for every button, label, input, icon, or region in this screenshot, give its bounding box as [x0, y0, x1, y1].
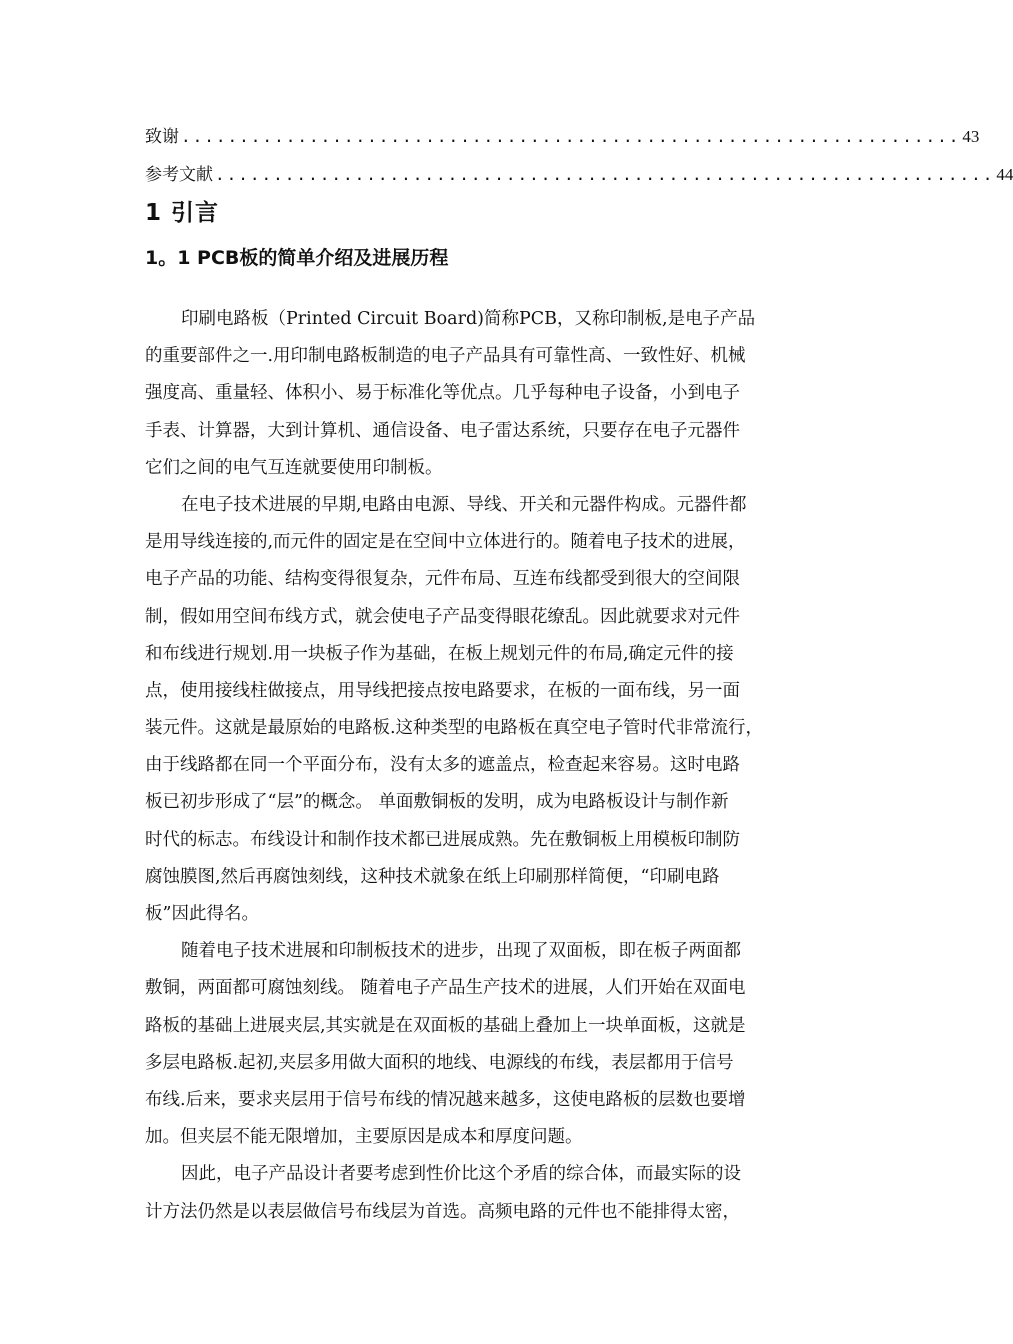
paragraph-2-line-10: 时代的标志。布线设计和制作技术都已进展成熟。先在敷铜板上用模板印制防: [145, 829, 740, 850]
paragraph-3-line-3: 路板的基础上进展夹层,其实就是在双面板的基础上叠加上一块单面板，这就是: [145, 1015, 746, 1036]
paragraph-2-line-9: 板已初步形成了“层”的概念。 单面敷铜板的发明，成为电路板设计与制作新: [145, 792, 729, 813]
paragraph-2-line-11: 腐蚀膜图,然后再腐蚀刻线，这种技术就象在纸上印刷那样简便，“印刷电路: [145, 866, 720, 887]
toc-page-number: 43: [962, 127, 980, 146]
toc-entry-references[interactable]: [145, 164, 1013, 202]
paragraph-3-line-5: 布线.后来，要求夹层用于信号布线的情况越来越多，这使电路板的层数也要增: [145, 1089, 746, 1110]
toc-entry-title: 参考文献: [145, 165, 213, 185]
paragraph-1-line-4: 手表、计算器，大到计算机、通信设备、电子雷达系统，只要存在电子元器件: [145, 420, 740, 441]
paragraph-1-line-1: 印刷电路板（Printed Circuit Board)简称PCB，又称印制板,是电子产品: [181, 309, 756, 329]
toc-page-number: 44: [996, 165, 1013, 184]
paragraph-2-line-12: 板”因此得名。: [145, 904, 259, 924]
toc-dot-leader: ...................................................................: [181, 127, 961, 146]
paragraph-4-line-2: 计方法仍然是以表层做信号布线层为首选。高频电路的元件也不能排得太密，: [145, 1201, 740, 1222]
paragraph-2-line-7: 装元件。这就是最原始的电路板.这种类型的电路板在真空电子管时代非常流行，: [145, 718, 764, 739]
paragraph-4-line-1: 因此，电子产品设计者要考虑到性价比这个矛盾的综合体，而最实际的设: [181, 1164, 741, 1185]
paragraph-3-line-6: 加。但夹层不能无限增加，主要原因是成本和厚度问题。: [145, 1127, 583, 1148]
chapter-heading: 1 引言: [145, 200, 220, 226]
paragraph-1-line-5: 它们之间的电气互连就要使用印制板。: [145, 457, 443, 478]
toc-dot-leader: ...................................................................: [215, 165, 995, 184]
paragraph-1-line-3: 强度高、重量轻、体积小、易于标准化等优点。几乎每种电子设备，小到电子: [145, 383, 740, 404]
paragraph-3-line-2: 敷铜，两面都可腐蚀刻线。 随着电子产品生产技术的进展，人们开始在双面电: [145, 978, 746, 999]
paragraph-2-line-3: 电子产品的功能、结构变得很复杂，元件布局、互连布线都受到很大的空间限: [145, 569, 740, 590]
paragraph-2-line-2: 是用导线连接的,而元件的固定是在空间中立体进行的。随着电子技术的进展，: [145, 532, 746, 553]
paragraph-3-line-4: 多层电路板.起初,夹层多用做大面积的地线、电源线的布线，表层都用于信号: [145, 1052, 734, 1073]
paragraph-2-line-8: 由于线路都在同一个平面分布，没有太多的遮盖点，检查起来容易。这时电路: [145, 755, 740, 776]
paragraph-1-line-2: 的重要部件之一.用印制电路板制造的电子产品具有可靠性高、一致性好、机械: [145, 346, 746, 367]
toc-entry-title: 致谢: [145, 127, 179, 147]
body-text: [145, 301, 809, 1231]
paragraph-3-line-1: 随着电子技术进展和印制板技术的进步，出现了双面板，即在板子两面都: [181, 941, 741, 962]
toc-entry-acknowledgements[interactable]: [145, 126, 980, 164]
table-of-contents: [145, 126, 1013, 202]
paragraph-2-line-5: 和布线进行规划.用一块板子作为基础，在板上规划元件的布局,确定元件的接: [145, 643, 734, 664]
paragraph-2-line-4: 制，假如用空间布线方式，就会使电子产品变得眼花缭乱。因此就要求对元件: [145, 606, 740, 627]
section-heading: 1。1 PCB板的简单介绍及进展历程: [145, 247, 449, 269]
paragraph-2-line-6: 点，使用接线柱做接点，用导线把接点按电路要求，在板的一面布线，另一面: [145, 680, 740, 701]
paragraph-2-line-1: 在电子技术进展的早期,电路由电源、导线、开关和元器件构成。元器件都: [181, 494, 747, 515]
